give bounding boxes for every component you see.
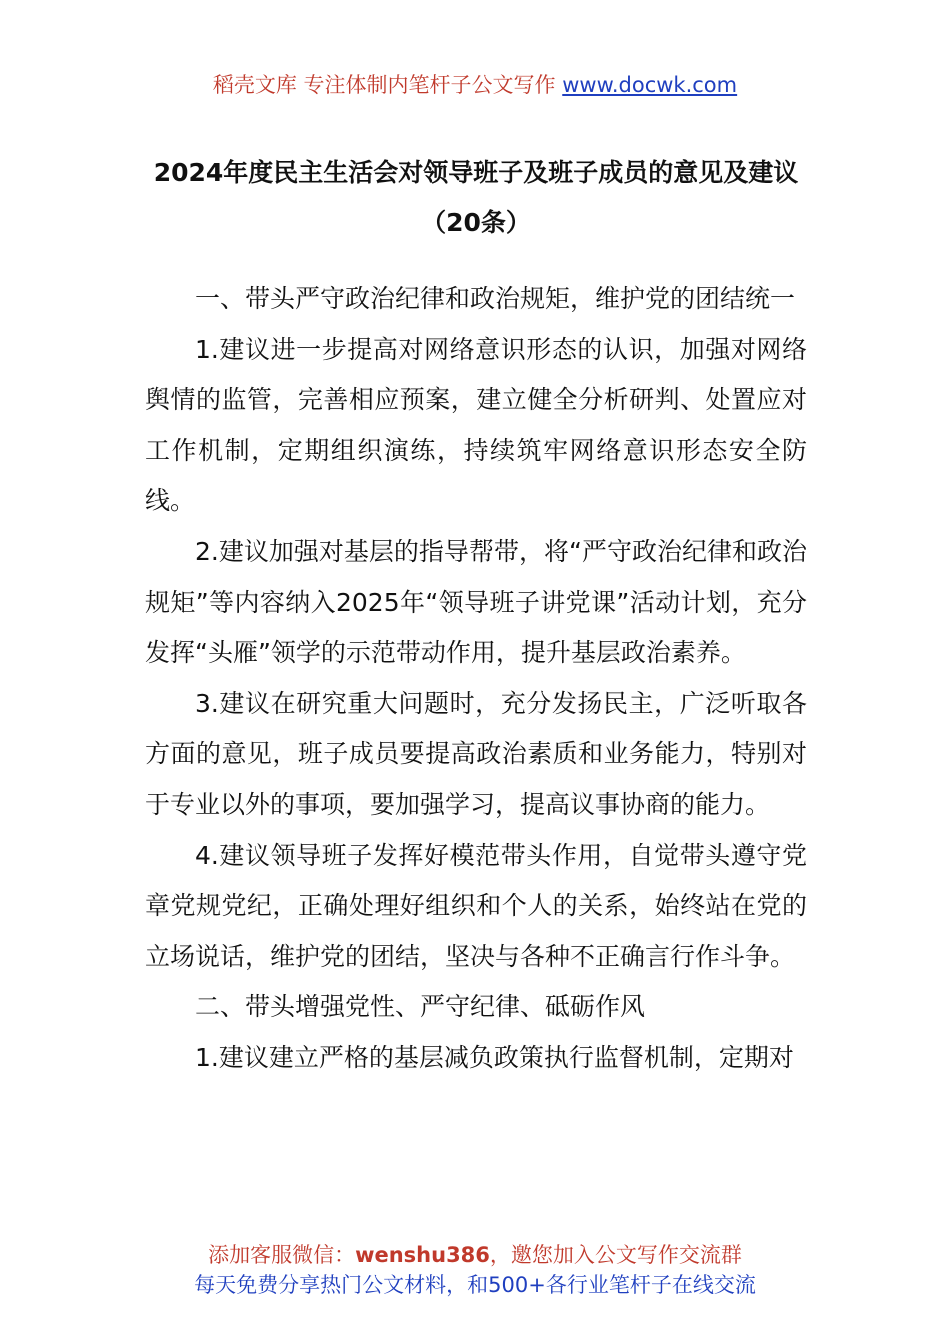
page-footer xyxy=(0,1240,950,1300)
footer-wechat-id: wenshu386 xyxy=(355,1243,490,1267)
paragraph-1-3: 3.建议在研究重大问题时，充分发扬民主，广泛听取各方面的意见，班子成员要提高政治素质和业务能力，特别对于专业以外的事项，要加强学习，提高议事协商的能力。 xyxy=(145,688,807,819)
footer-wechat-prefix: 添加客服微信： xyxy=(208,1243,356,1267)
footer-wechat-line xyxy=(0,1240,950,1270)
paragraph-1-2: 2.建议加强对基层的指导帮带，将“严守政治纪律和政治规矩”等内容纳入2025年“领导班子讲党课”活动计划，充分发挥“头雁”领学的示范带动作用，提升基层政治素养。 xyxy=(145,536,807,668)
page-header xyxy=(0,70,950,100)
paragraph-1-4: 4.建议领导班子发挥好模范带头作用，自觉带头遵守党章党规党纪，正确处理好组织和个人的关系，始终站在党的立场说话，维护党的团结，坚决与各种不正确言行作斗争。 xyxy=(145,840,807,971)
header-brand-text: 稻壳文库 专注体制内笔杆子公文写作 xyxy=(212,73,556,97)
paragraph-1-1: 1.建议进一步提高对网络意识形态的认识，加强对网络舆情的监管，完善相应预案，建立健全分析研判、处置应对工作机制，定期组织演练，持续筑牢网络意识形态安全防线。 xyxy=(145,334,807,516)
section-heading-2: 二、带头增强党性、严守纪律、砥砺作风 xyxy=(195,992,646,1022)
section-heading-1: 一、带头严守政治纪律和政治规矩，维护党的团结统一 xyxy=(195,284,796,313)
paragraph-2-1: 1.建议建立严格的基层减负政策执行监督机制，定期对 xyxy=(195,1042,794,1072)
footer-promo-line: 每天免费分享热门公文材料，和500+各行业笔杆子在线交流 xyxy=(194,1273,756,1297)
document-body xyxy=(145,274,807,1084)
header-website-link[interactable]: www.docwk.com xyxy=(562,73,738,97)
footer-wechat-suffix: ，邀您加入公文写作交流群 xyxy=(489,1243,742,1267)
document-title: 2024年度民主生活会对领导班子及班子成员的意见及建议（20条） xyxy=(153,158,799,237)
